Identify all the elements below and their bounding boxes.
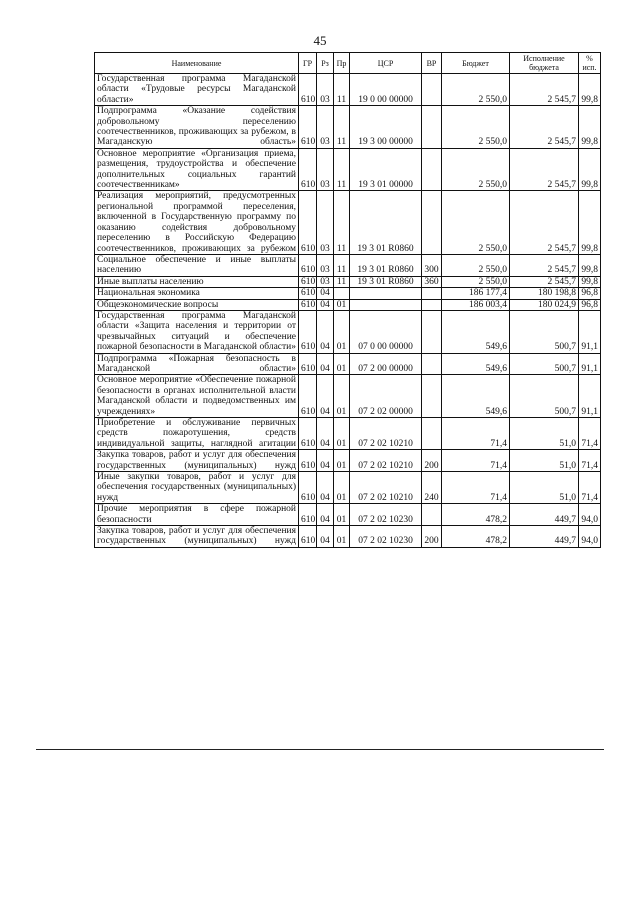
row-budget: 71,4 [442,418,510,450]
row-csr: 07 2 02 10230 [350,526,422,548]
header-gr: ГР [299,53,317,74]
row-name: Основное мероприятие «Организация приема, размещения, трудоустройства и обеспечение дополнительных социальных гарантий соотечественникам» [95,148,299,191]
row-rz: 04 [317,375,334,418]
row-vr: 360 [422,276,442,287]
row-pr: 11 [334,254,350,276]
table-row [95,299,601,310]
row-csr: 07 2 00 00000 [350,353,422,375]
row-gr: 610 [299,375,317,418]
row-csr: 19 0 00 00000 [350,74,422,106]
row-rz: 04 [317,310,334,353]
row-execution: 500,7 [510,353,579,375]
row-budget: 2 550,0 [442,254,510,276]
row-percent: 91,1 [579,353,601,375]
row-name: Национальная экономика [95,288,299,299]
row-budget: 2 550,0 [442,276,510,287]
row-budget: 71,4 [442,450,510,472]
header-vr: ВР [422,53,442,74]
header-pr: Пр [334,53,350,74]
row-budget: 2 550,0 [442,106,510,149]
row-rz: 03 [317,148,334,191]
row-name: Государственная программа Магаданской области «Защита населения и территории от чрезвычайных ситуаций и обеспечение пожарной безопасности в Магаданской области» [95,310,299,353]
row-percent: 94,0 [579,504,601,526]
row-vr [422,353,442,375]
row-pr: 11 [334,106,350,149]
row-rz: 04 [317,418,334,450]
table-row [95,375,601,418]
row-percent: 96,8 [579,299,601,310]
row-percent: 71,4 [579,418,601,450]
row-budget: 186 177,4 [442,288,510,299]
row-pr: 01 [334,418,350,450]
row-execution: 449,7 [510,504,579,526]
header-execution: Исполнение бюджета [510,53,579,74]
row-execution: 2 545,7 [510,276,579,287]
row-budget: 478,2 [442,526,510,548]
row-csr: 19 3 01 R0860 [350,191,422,254]
row-percent: 99,8 [579,74,601,106]
row-pr: 01 [334,472,350,504]
row-name: Государственная программа Магаданской области «Трудовые ресурсы Магаданской области» [95,74,299,106]
footer-divider [36,749,604,750]
row-name: Подпрограмма «Оказание содействия добровольному переселению соотечественников, проживающих за рубежом, в Магаданскую область» [95,106,299,149]
row-budget: 2 550,0 [442,191,510,254]
row-execution: 500,7 [510,310,579,353]
row-gr: 610 [299,450,317,472]
row-percent: 99,8 [579,276,601,287]
row-rz: 04 [317,450,334,472]
row-name: Приобретение и обслуживание первичных средств пожаротушения, средств индивидуальной защиты, наглядной агитации [95,418,299,450]
table-row [95,504,601,526]
row-vr [422,299,442,310]
row-csr [350,288,422,299]
row-budget: 478,2 [442,504,510,526]
header-budget: Бюджет [442,53,510,74]
row-csr: 19 3 01 R0860 [350,276,422,287]
row-csr: 07 0 00 00000 [350,310,422,353]
row-csr: 19 3 01 00000 [350,148,422,191]
row-vr [422,504,442,526]
row-percent: 91,1 [579,375,601,418]
row-rz: 04 [317,299,334,310]
row-gr: 610 [299,288,317,299]
row-pr: 01 [334,299,350,310]
row-percent: 94,0 [579,526,601,548]
row-gr: 610 [299,148,317,191]
row-pr: 01 [334,375,350,418]
row-name: Закупка товаров, работ и услуг для обеспечения государственных (муниципальных) нужд [95,450,299,472]
row-rz: 04 [317,526,334,548]
row-execution: 51,0 [510,450,579,472]
row-budget: 549,6 [442,310,510,353]
row-gr: 610 [299,472,317,504]
table-row [95,148,601,191]
table-row [95,472,601,504]
row-pr: 01 [334,310,350,353]
row-name: Прочие мероприятия в сфере пожарной безопасности [95,504,299,526]
row-pr: 01 [334,450,350,472]
row-pr: 01 [334,353,350,375]
row-budget: 549,6 [442,353,510,375]
row-execution: 500,7 [510,375,579,418]
row-execution: 2 545,7 [510,254,579,276]
row-rz: 04 [317,472,334,504]
row-rz: 03 [317,74,334,106]
row-rz: 04 [317,353,334,375]
row-percent: 96,8 [579,288,601,299]
row-budget: 2 550,0 [442,148,510,191]
row-vr: 200 [422,450,442,472]
row-execution: 2 545,7 [510,106,579,149]
row-rz: 04 [317,288,334,299]
row-gr: 610 [299,106,317,149]
row-rz: 03 [317,106,334,149]
row-pr: 11 [334,74,350,106]
row-execution: 51,0 [510,418,579,450]
row-vr [422,288,442,299]
row-name: Социальное обеспечение и иные выплаты населению [95,254,299,276]
row-pr: 01 [334,504,350,526]
row-gr: 610 [299,418,317,450]
row-gr: 610 [299,310,317,353]
row-execution: 449,7 [510,526,579,548]
row-budget: 71,4 [442,472,510,504]
row-gr: 610 [299,504,317,526]
row-execution: 180 024,9 [510,299,579,310]
row-gr: 610 [299,191,317,254]
row-execution: 2 545,7 [510,191,579,254]
row-vr [422,191,442,254]
table-row [95,191,601,254]
header-rz: Рз [317,53,334,74]
row-name: Основное мероприятие «Обеспечение пожарной безопасности в органах исполнительной власти Магаданской области и подведомственных им учреждениях» [95,375,299,418]
row-vr: 300 [422,254,442,276]
row-budget: 2 550,0 [442,74,510,106]
row-rz: 03 [317,254,334,276]
row-pr: 11 [334,191,350,254]
row-csr: 19 3 00 00000 [350,106,422,149]
row-percent: 99,8 [579,191,601,254]
row-budget: 186 003,4 [442,299,510,310]
row-name: Иные закупки товаров, работ и услуг для обеспечения государственных (муниципальных) нужд [95,472,299,504]
row-vr: 240 [422,472,442,504]
row-pr: 01 [334,526,350,548]
row-gr: 610 [299,299,317,310]
table-row [95,254,601,276]
row-vr [422,418,442,450]
row-csr [350,299,422,310]
row-vr: 200 [422,526,442,548]
row-pr [334,288,350,299]
row-csr: 19 3 01 R0860 [350,254,422,276]
row-gr: 610 [299,526,317,548]
row-gr: 610 [299,276,317,287]
row-gr: 610 [299,74,317,106]
row-name: Подпрограмма «Пожарная безопасность в Магаданской области» [95,353,299,375]
row-name: Иные выплаты населению [95,276,299,287]
row-percent: 71,4 [579,472,601,504]
row-csr: 07 2 02 00000 [350,375,422,418]
row-csr: 07 2 02 10210 [350,472,422,504]
header-csr: ЦСР [350,53,422,74]
row-csr: 07 2 02 10210 [350,418,422,450]
row-vr [422,106,442,149]
row-csr: 07 2 02 10230 [350,504,422,526]
row-budget: 549,6 [442,375,510,418]
page-number: 45 [313,33,327,48]
table-row [95,418,601,450]
row-percent: 99,8 [579,106,601,149]
row-percent: 99,8 [579,148,601,191]
row-pr: 11 [334,276,350,287]
row-pr: 11 [334,148,350,191]
table-body [95,74,601,548]
row-csr: 07 2 02 10210 [350,450,422,472]
table-row [95,353,601,375]
row-execution: 2 545,7 [510,148,579,191]
table-row [95,526,601,548]
row-vr [422,310,442,353]
row-execution: 2 545,7 [510,74,579,106]
row-percent: 71,4 [579,450,601,472]
row-vr [422,74,442,106]
row-execution: 51,0 [510,472,579,504]
row-name: Реализация мероприятий, предусмотренных региональной программой переселения, включенной в Государственную программу по оказанию содействия добровольному переселению в Российскую Федерацию соотечественников, проживающих за рубежом [95,191,299,254]
row-percent: 99,8 [579,254,601,276]
row-vr [422,148,442,191]
row-percent: 91,1 [579,310,601,353]
header-percent: % исп. [579,53,601,74]
table-row [95,106,601,149]
budget-execution-table [94,52,601,548]
row-rz: 04 [317,504,334,526]
row-name: Закупка товаров, работ и услуг для обеспечения государственных (муниципальных) нужд [95,526,299,548]
table-row [95,310,601,353]
row-rz: 03 [317,276,334,287]
row-gr: 610 [299,353,317,375]
table-row [95,288,601,299]
row-vr [422,375,442,418]
table-row [95,450,601,472]
row-execution: 180 198,8 [510,288,579,299]
row-rz: 03 [317,191,334,254]
header-name: Наименование [95,53,299,74]
table-header [95,53,601,74]
table-row [95,276,601,287]
table-row [95,74,601,106]
row-gr: 610 [299,254,317,276]
row-name: Общеэкономические вопросы [95,299,299,310]
